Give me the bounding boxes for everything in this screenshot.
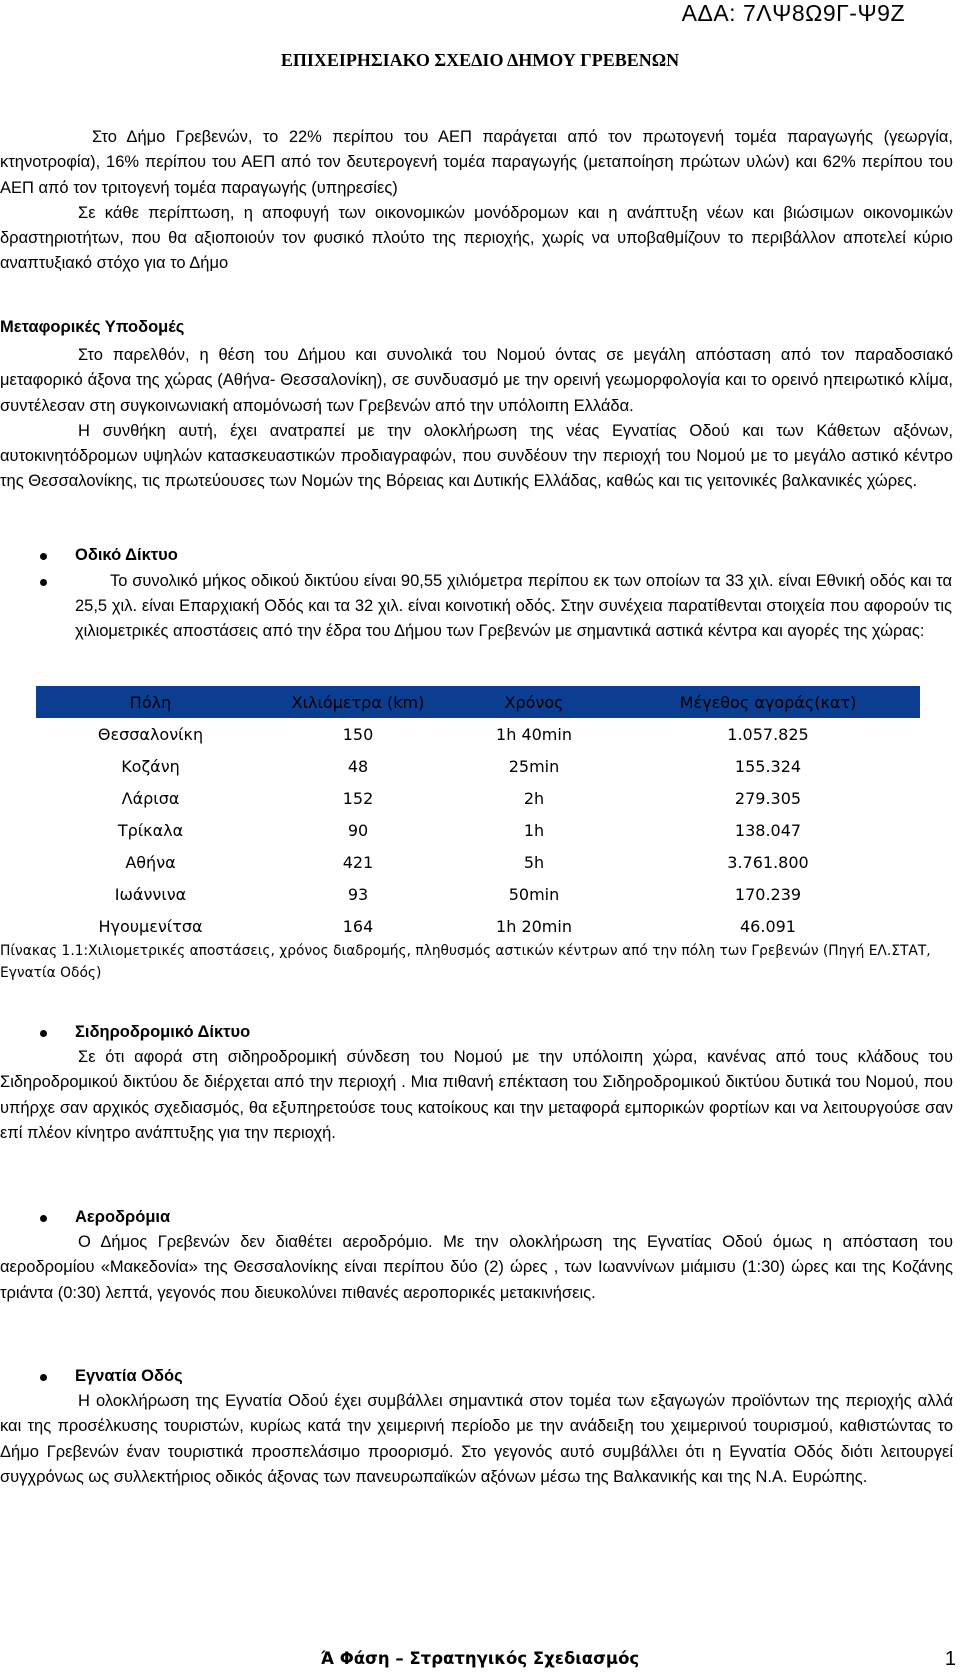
airport-heading: Αεροδρόμια [75,1208,171,1226]
ada-code: ΑΔΑ: 7ΛΨ8Ω9Γ-Ψ9Ζ [681,0,905,26]
header-city: Πόλη [37,687,265,718]
cell-city: Κοζάνη [121,756,180,776]
cell-city: Αθήνα [125,852,176,872]
cell-time: 1h [523,820,545,840]
cell-city: Ηγουμενίτσα [98,916,203,936]
airport-section [0,1230,953,1306]
road-text: Το συνολικό μήκος οδικού δικτύου είναι 90,55 χιλιόμετρα περίπου εκ των οποίων τα 33 χιλ. είναι Εθνική οδός και τα 25,5 χιλ. είναι Επαρχιακή Οδός και τα 32 χιλ. είναι κοινοτική οδός. Στην συνέχεια παρατίθενται στοιχεία που αφορούν τις χιλιομετρικές αποστάσεις από την έδρα του Δήμου των Γρεβενών με σημαντικά αστικά κέντρα και αγορές της χώρας: [75,572,952,640]
cell-time: 1h 20min [496,916,572,936]
transport-paragraph-1: Στο παρελθόν, η θέση του Δήμου και συνολικά του Νομού όντας σε μεγάλη απόσταση από τον παραδοσιακό μεταφορικό άξονα της χώρας (Αθήνα- Θεσσαλονίκη), σε συνδυασμό με την ορεινή γεωμορφολογία και το ορεινό ηπειρωτικό κλίμα, συντέλεσαν στη συγκοινωνιακή απομόνωσή των Γρεβενών από την υπόλοιπη Ελλάδα. [0,346,953,415]
rail-bullet [0,1020,953,1045]
egnatia-bullet [0,1364,953,1389]
cell-time: 25min [508,756,560,776]
cell-market: 46.091 [740,916,796,936]
rail-section [0,1045,953,1146]
cell-km: 150 [342,724,374,744]
road-bullet [0,543,953,568]
egnatia-section [0,1389,953,1490]
bullet-icon [40,553,47,560]
cell-time: 5h [523,852,545,872]
header-market: Μέγεθος αγοράς(κατ) [617,687,920,718]
cell-city: Ιωάννινα [114,884,187,904]
airport-bullet [0,1205,953,1230]
rail-heading: Σιδηροδρομικό Δίκτυο [75,1023,251,1041]
table-row [37,782,920,814]
table-row [37,878,920,910]
cell-km: 90 [347,820,369,840]
document-title: ΕΠΙΧΕΙΡΗΣΙΑΚΟ ΣΧΕΔΙΟ ΔΗΜΟΥ ΓΡΕΒΕΝΩΝ [280,50,680,70]
page-number: 1 [944,1648,956,1670]
cell-time: 50min [508,884,560,904]
cell-market: 138.047 [734,820,802,840]
cell-market: 1.057.825 [727,724,809,744]
intro-paragraph-2: Σε κάθε περίπτωση, η αποφυγή των οικονομικών μονόδρομων και η ανάπτυξη νέων και βιώσιμων οικονομικών δραστηριοτήτων, που θα αξιοποιούν τον φυσικό πλούτο της περιοχής, χωρίς να υποβαθμίζουν το περιβάλλον αποτελεί κύριο αναπτυξιακό στόχο για το Δήμο [0,203,953,273]
cell-time: 1h 40min [496,724,572,744]
road-heading: Οδικό Δίκτυο [75,546,178,564]
table-row [37,750,920,782]
intro-paragraph-1: Στο Δήμο Γρεβενών, το 22% περίπου του ΑΕΠ παράγεται από τον πρωτογενή τομέα παραγωγής (γεωργία, κτηνοτροφία), 16% περίπου του ΑΕΠ από τον δευτερογενή τομέα παραγωγής (μεταποίηση πρώτων υλών) και 62% περίπου του ΑΕΠ από τον τριτογενή τομέα παραγωγής (υπηρεσίες) [0,128,953,197]
table-caption: Πίνακας 1.1:Χιλιομετρικές αποστάσεις, χρόνος διαδρομής, πληθυσμός αστικών κέντρων από την πόλη των Γρεβενών (Πηγή ΕΛ.ΣΤΑΤ, Εγνατία Οδός) [0,943,931,981]
table-row [37,814,920,846]
cell-market: 3.761.800 [727,852,809,872]
cell-km: 164 [342,916,374,936]
page-footer: Ά Φάση – Στρατηγικός Σχεδιασμός [320,1649,640,1668]
bullet-icon [40,1215,47,1222]
transport-section [0,343,953,495]
bullet-icon [40,579,47,586]
header-km: Χιλιόμετρα (km) [265,687,452,718]
road-text-block [75,569,952,644]
distances-table [36,686,920,942]
cell-market: 279.305 [734,788,802,808]
airport-text: Ο Δήμος Γρεβενών δεν διαθέτει αεροδρόμιο. Με την ολοκλήρωση της Εγνατίας Οδού όμως η απόσταση του αεροδρομίου «Μακεδονία» της Θεσσαλονίκης είναι περίπου δύο (2) ώρες , των Ιωαννίνων μιάμισυ (1:30) ώρες και της Κοζάνης τριάντα (0:30) λεπτά, γεγονός που διευκολύνει πιθανές αεροπορικές μετακινήσεις. [0,1233,953,1302]
egnatia-text: Η ολοκλήρωση της Εγνατία Οδού έχει συμβάλλει σημαντικά στον τομέα των εξαγωγών προϊόντων της περιοχής αλλά και της προσέλκυσης τουριστών, κυρίως κατά την χειμερινή περίοδο με την ανάδειξη του χειμερινού τουρισμού, καθιστώντας το Δήμο Γρεβενών έναν τουριστικά προσπελάσιμο προορισμό. Στο γεγονός αυτό συμβάλλει ότι η Εγνατία Οδός διότι λειτουργεί συγχρόνως ως συλλεκτήριος οδικός άξονας των πανευρωπαϊκών αξόνων μέσω της Βαλκανικής και της Ν.Α. Ευρώπης. [0,1392,953,1486]
table-header-row [37,687,920,718]
cell-city: Θεσσαλονίκη [97,724,204,744]
intro-section [0,125,953,277]
rail-text: Σε ότι αφορά στη σιδηροδρομική σύνδεση του Νομού με την υπόλοιπη χώρα, κανένας από τους κλάδους του Σιδηροδρομικού δικτύου δε διέρχεται από την περιοχή . Μια πιθανή επέκταση του Σιδηροδρομικού δικτύου δυτικά του Νομού, που υπήρχε σαν αρχικός σχεδιασμός, θα εξυπηρετούσε τους κατοίκους και την μεταφορά εμπορικών φορτίων και να λειτουργούσε σαν επί πλέον κίνητρο ανάπτυξης για την περιοχή. [0,1048,953,1142]
cell-market: 170.239 [734,884,802,904]
cell-market: 155.324 [734,756,802,776]
cell-km: 48 [347,756,369,776]
bullet-icon [40,1374,47,1381]
cell-time: 2h [523,788,545,808]
table-row [37,846,920,878]
transport-heading: Μεταφορικές Υποδομές [0,318,185,336]
header-time: Χρόνος [452,687,617,718]
egnatia-heading: Εγνατία Οδός [75,1367,183,1385]
cell-km: 152 [342,788,374,808]
cell-km: 421 [342,852,374,872]
cell-city: Λάρισα [121,788,180,808]
table-row [37,910,920,942]
transport-paragraph-2: Η συνθήκη αυτή, έχει ανατραπεί με την ολοκλήρωση της νέας Εγνατίας Οδού και των Κάθετων αξόνων, αυτοκινητόδρομων υψηλών κατασκευαστικών προδιαγραφών, που συνδέουν την περιοχή του Νομού με το μεγάλο αστικό κέντρο της Θεσσαλονίκης, τις πρωτεύουσες των Νομών της Βόρειας και Δυτικής Ελλάδας, καθώς και τις γειτονικές βαλκανικές χώρες. [0,421,953,491]
cell-city: Τρίκαλα [117,820,184,840]
bullet-icon [40,1030,47,1037]
cell-km: 93 [347,884,369,904]
table-row [37,718,920,751]
